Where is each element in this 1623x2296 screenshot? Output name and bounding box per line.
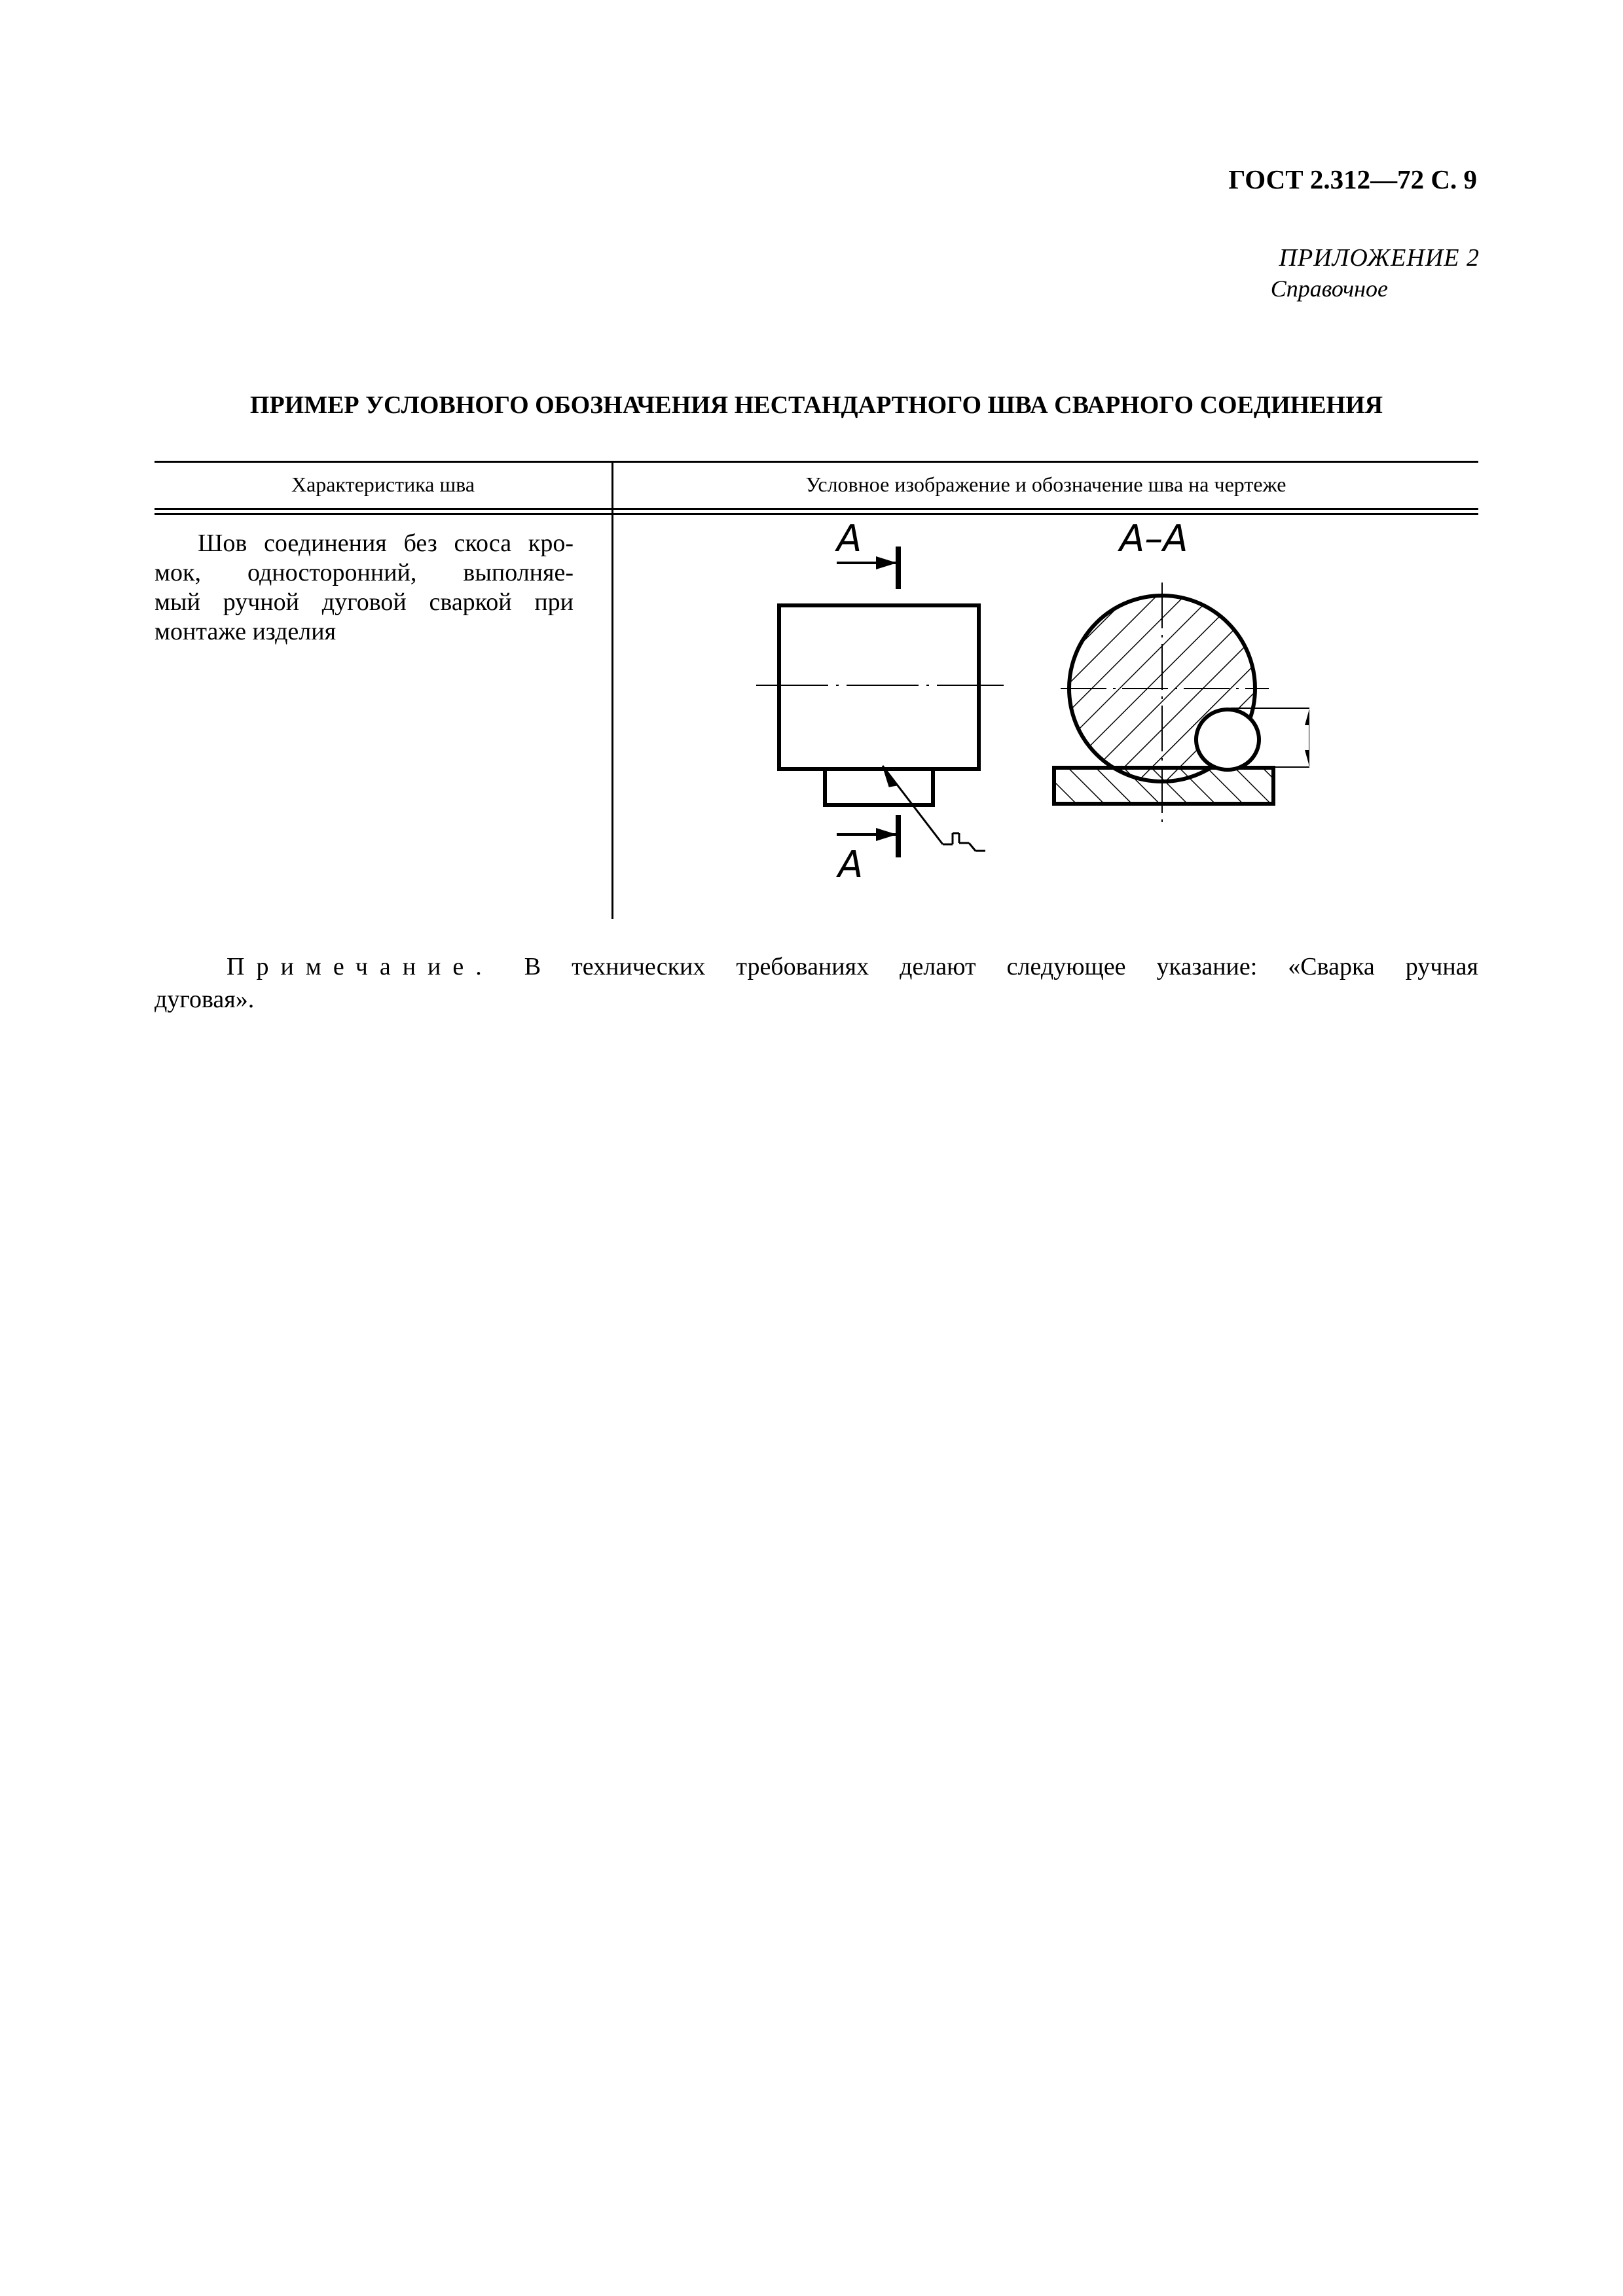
description-line: монтаже изделия xyxy=(155,618,337,645)
page-title: ПРИМЕР УСЛОВНОГО ОБОЗНАЧЕНИЯ НЕСТАНДАРТНОГО ШВА СВАРНОГО СОЕДИНЕНИЯ xyxy=(249,391,1383,419)
note-label: Примечание. xyxy=(227,953,494,980)
section-view xyxy=(1054,518,1309,825)
note-line-1 xyxy=(155,950,1478,983)
table-column-divider xyxy=(611,461,613,919)
dimension-arrow-icon xyxy=(1305,750,1309,766)
column-header-drawing: Условное изображение и обозначение шва на чертеже xyxy=(805,473,1286,496)
section-title: А–А xyxy=(1120,518,1188,560)
appendix-type: Справочное xyxy=(1270,276,1388,302)
note xyxy=(155,950,1478,1016)
arrowhead-icon xyxy=(876,556,897,569)
table-top-rule xyxy=(155,461,1478,463)
section-letter-bottom: А xyxy=(838,844,864,886)
column-header-characteristic: Характеристика шва xyxy=(291,473,475,496)
front-view xyxy=(756,605,1004,805)
weld-drawing xyxy=(720,504,1309,897)
arrowhead-icon xyxy=(876,828,897,841)
document-reference: ГОСТ 2.312—72 С. 9 xyxy=(1228,164,1477,194)
plate-section xyxy=(1054,768,1273,804)
description-line: мый ручной дуговой сваркой при xyxy=(155,588,574,616)
section-letter-top: А xyxy=(837,518,862,560)
note-text: В технических требованиях делают следующее указание: «Сварка ручная xyxy=(524,953,1478,980)
section-marker-top xyxy=(835,518,898,589)
note-line-2: дуговая». xyxy=(155,986,255,1013)
mounting-plate xyxy=(825,769,933,805)
part-body xyxy=(779,605,979,769)
description-line: мок, односторонний, выполняе- xyxy=(155,559,574,586)
description-line: Шов соединения без скоса кро- xyxy=(198,529,574,557)
weld-bead xyxy=(1196,709,1259,770)
appendix-number: ПРИЛОЖЕНИЕ 2 xyxy=(1279,244,1480,272)
dimension-arrow-icon xyxy=(1305,709,1309,725)
section-marker-bottom xyxy=(836,815,898,886)
seam-description xyxy=(155,529,574,647)
